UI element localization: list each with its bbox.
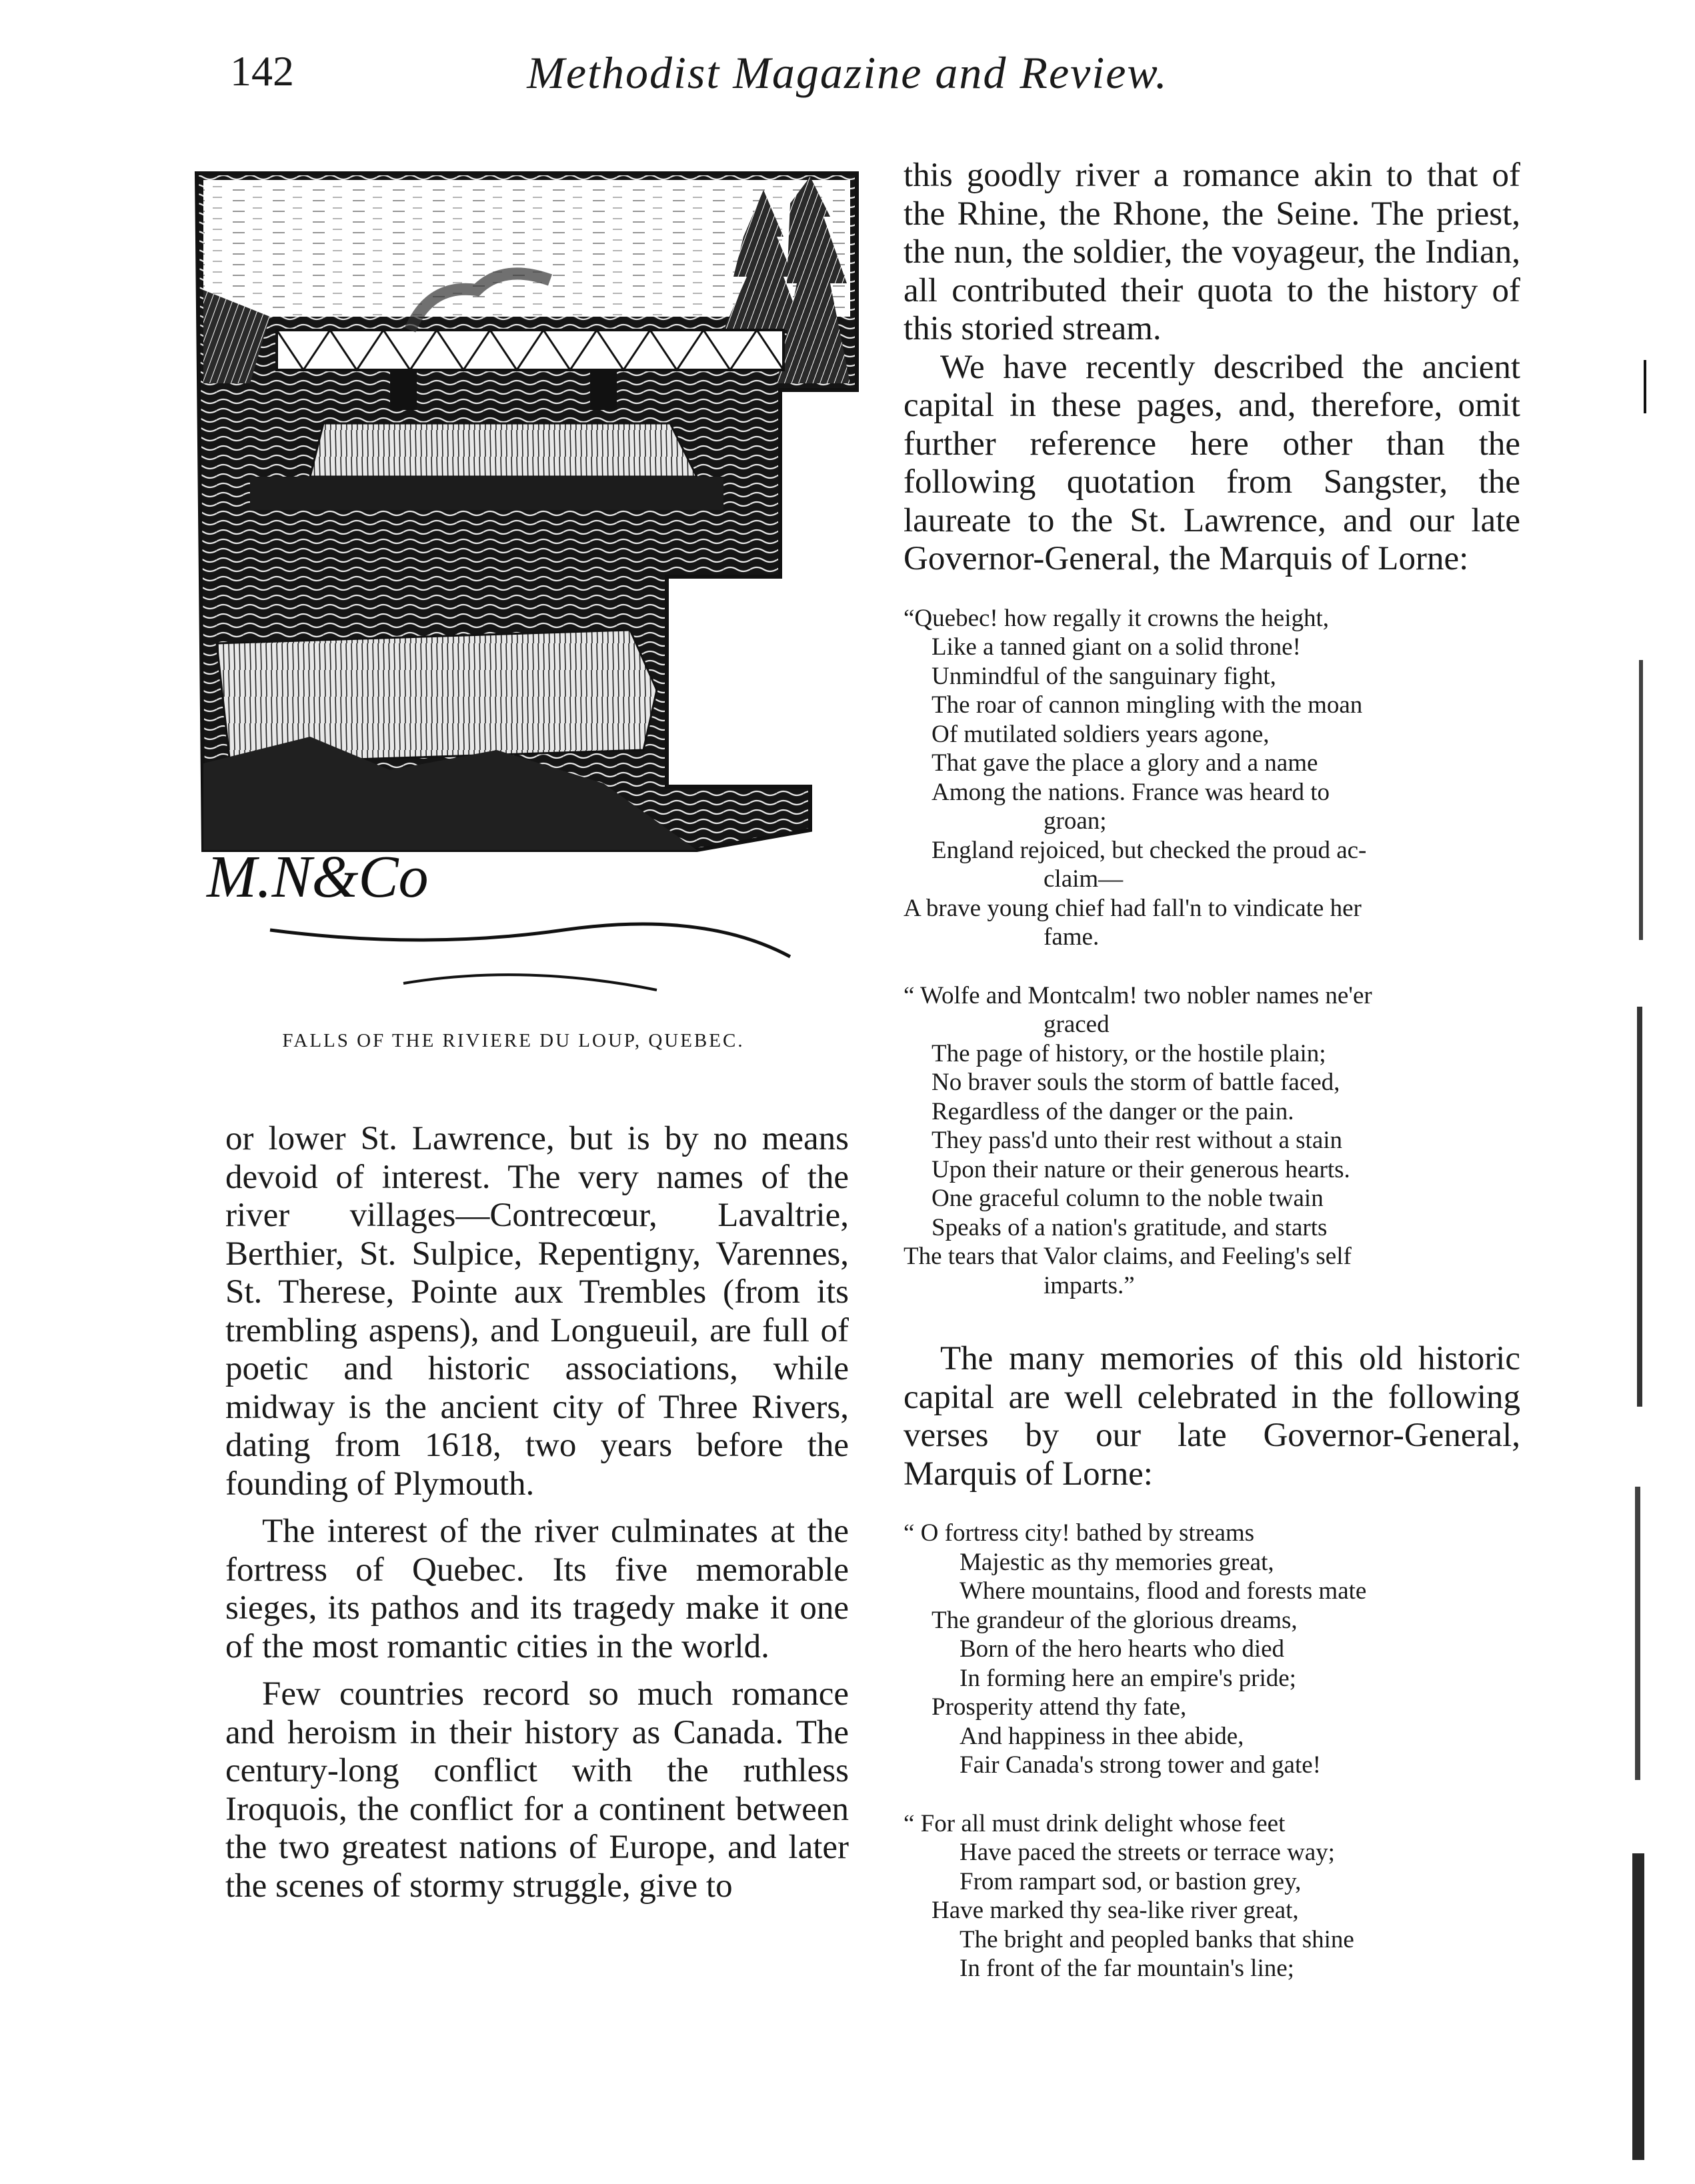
poem-line: groan; <box>1044 807 1107 835</box>
scan-edge-mark <box>1632 1853 1644 2160</box>
poem-line: Fair Canada's strong tower and gate! <box>960 1751 1321 1779</box>
falls-engraving <box>190 163 877 1017</box>
scan-edge-mark <box>1637 1007 1642 1407</box>
scan-edge-mark <box>1635 1487 1640 1780</box>
lorne-poem <box>904 1519 1520 1983</box>
scan-edge-mark <box>1644 360 1646 413</box>
body-paragraph: The many memories of this old historic capital are well celebrated in the following verses by our late Governor-General, Marquis of Lorne: <box>904 1340 1520 1493</box>
poem-line: Have paced the streets or terrace way; <box>960 1839 1335 1866</box>
poem-line: They pass'd unto their rest without a stain <box>932 1127 1343 1154</box>
poem-line: Like a tanned giant on a solid throne! <box>932 633 1301 661</box>
body-paragraph: Few countries record so much romance and heroism in their history as Canada. The century-long conflict with the ruthless Iroquois, the conflict for a continent between the two greatest nations of Europe, and later the scenes of stormy struggle, give to <box>225 1675 849 1905</box>
poem-line: graced <box>1044 1011 1110 1038</box>
running-title: Methodist Magazine and Review. <box>527 47 1168 98</box>
poem-line: Of mutilated soldiers years agone, <box>932 720 1270 748</box>
poem-line: Regardless of the danger or the pain. <box>932 1097 1294 1125</box>
poem-line: “ Wolfe and Montcalm! two nobler names ne'er <box>904 981 1372 1009</box>
sangster-poem <box>904 604 1520 1301</box>
poem-line: The grandeur of the glorious dreams, <box>932 1606 1298 1634</box>
poem-line: From rampart sod, or bastion grey, <box>960 1867 1302 1895</box>
poem-line: England rejoiced, but checked the proud ac- <box>932 836 1367 864</box>
poem-line: Where mountains, flood and forests mate <box>960 1577 1367 1605</box>
poem-line: That gave the place a glory and a name <box>932 749 1318 777</box>
page-number: 142 <box>230 47 294 95</box>
poem-line: imparts.” <box>1044 1271 1135 1299</box>
figure-caption: FALLS OF THE RIVIERE DU LOUP, QUEBEC. <box>282 1030 745 1051</box>
poem-line: The bright and peopled banks that shine <box>960 1925 1354 1953</box>
poem-line: The roar of cannon mingling with the moan <box>932 691 1363 719</box>
poem-line: Majestic as thy memories great, <box>960 1548 1274 1576</box>
poem-line: claim— <box>1044 865 1124 893</box>
poem-line: “Quebec! how regally it crowns the height, <box>904 604 1330 632</box>
poem-line: Unmindful of the sanguinary fight, <box>932 662 1276 690</box>
poem-line: fame. <box>1044 923 1100 951</box>
poem-line: Prosperity attend thy fate, <box>932 1693 1187 1721</box>
body-paragraph: We have recently described the ancient capital in these pages, and, therefore, omit further reference here other than the following quotation from Sangster, the laureate to the St. Lawrence, and our late Governor-General, the Marquis of Lorne: <box>904 348 1520 577</box>
poem-line: Have marked thy sea-like river great, <box>932 1897 1299 1924</box>
left-column <box>225 1120 849 1905</box>
poem-line: In forming here an empire's pride; <box>960 1664 1296 1692</box>
poem-line: “ O fortress city! bathed by streams <box>904 1519 1255 1547</box>
poem-line: Upon their nature or their generous hearts. <box>932 1155 1350 1183</box>
engraver-signature: M.N&Co <box>207 844 429 910</box>
scan-edge-mark <box>1639 660 1643 940</box>
poem-line: “ For all must drink delight whose feet <box>904 1809 1286 1837</box>
poem-line: In front of the far mountain's line; <box>960 1955 1294 1982</box>
poem-line: And happiness in thee abide, <box>960 1722 1244 1750</box>
poem-line: The tears that Valor claims, and Feeling's self <box>904 1243 1352 1270</box>
body-paragraph: The interest of the river culminates at the fortress of Quebec. Its five memorable sieges, its pathos and its tragedy make it one of the most romantic cities in the world. <box>225 1513 849 1665</box>
body-paragraph: this goodly river a romance akin to that of the Rhine, the Rhone, the Seine. The priest, the nun, the soldier, the voyageur, the Indian, all contributed their quota to the history of this storied stream. <box>904 157 1520 347</box>
poem-line: No braver souls the storm of battle faced, <box>932 1069 1340 1096</box>
poem-line: A brave young chief had fall'n to vindicate her <box>904 894 1362 922</box>
poem-line: Among the nations. France was heard to <box>932 778 1330 806</box>
poem-line: Born of the hero hearts who died <box>960 1635 1285 1663</box>
poem-line: The page of history, or the hostile plain; <box>932 1039 1326 1067</box>
body-paragraph: or lower St. Lawrence, but is by no means devoid of interest. The very names of the river villages—Contrecœur, Lavaltrie, Berthier, St. Sulpice, Repentigny, Varennes, St. Therese, Pointe aux Trembles (from its trembling aspens), and Longueuil, are full of poetic and historic associations, while midway is the ancient city of Three Rivers, dating from 1618, two years before the founding of Plymouth. <box>225 1120 849 1503</box>
poem-line: Speaks of a nation's gratitude, and starts <box>932 1213 1328 1241</box>
right-column <box>904 157 1520 1983</box>
running-head <box>0 47 1695 120</box>
poem-line: One graceful column to the noble twain <box>932 1185 1324 1212</box>
